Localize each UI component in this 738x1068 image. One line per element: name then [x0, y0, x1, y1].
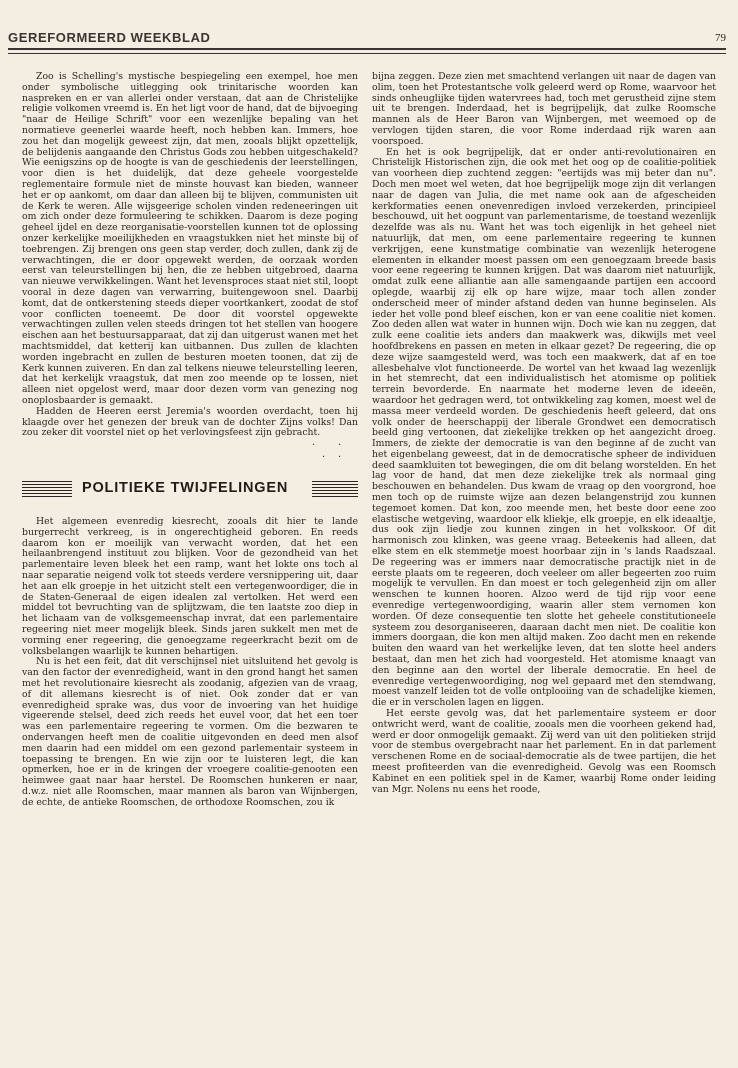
paragraph: En het is ook begrijpelijk, dat er onder anti-revolutionairen en Christelijk Historischen zijn, die ook met het oog op de coalitie-politiek van voorheen diep zuchtend zeggen: "eertijds was mij beter dan nu". Doch men moet wel weten, dat hoe begrijpelijk moge zijn dit verlangen naar de dagen van Julia, die met name ook aan de afgescheiden kerkformaties eenen onevenredigen invloed verzekerden, principieel beschouwd, uit het oogpunt van parlementarisme, de toestand wezenlijk dezelfde was als nu. Want het was toch eigenlijk in het geheel niet natuurlijk, dat men, om eene parlementaire regeering te kunnen verkrijgen, eene kunstmatige combinatie van wezenlijk heterogene elementen in elkander moest passen om een genoegzaam breede basis voor eene regeering te kunnen krijgen. Dat was daarom niet natuurlijk, omdat zulk eene alliantie aan alle samengaande partijen een accoord oplegde, waarbij zij elk op hare wijze, maar toch allen zonder onderscheid meer of minder afstand deden van hunne beginselen. Als ieder het volle pond bleef eischen, kon er van eene coalitie niet komen. Zoo deden allen wat water in hunnen wijn. Doch wie kan nu zeggen, dat zulk eene coalitie iets anders dan maakwerk was, dikwijls met veel hoofdbrekens en passen en meten in elkaar gezet? De regeering, die op deze wijze saamgesteld werd, was toch een maakwerk, dat af en toe allesbehalve vlot functioneerde. De wortel van het kwaad lag wezenlijk in het stemrecht, dat een individualistisch het atomisme op politiek terrein bevorderde. En naarmate het moderne leven de ideeën, waardoor het gedragen werd, tot ontwikkeling zag komen, moest wel de massa meer verdeeld worden. De geschiedenis heeft geleerd, dat ons volk onder de heerschappij der liberale Grondwet een democratisch beeld ging vertoonen, dat ziekelijke trekken op het aangezicht droeg. Immers, de ziekte der democratie is van den beginne af de zucht van het eigenbelang geweest, dat in de democratische spheer de individuen deed saamkluiten tot bewegingen, die om dit belang worstelden. En het lag voor de hand, dat men deze ziekelijke trek als normaal ging beschouwen en behandelen. Dus kwam de vraag op den voorgrond, hoe men toch op de ruimste wijze aan dezen belangenstrijd zou kunnen tegemoet komen. Dat kon, zoo meende men, het beste door eene zoo elastische wetgeving, waardoor elk kliekje, elk groepje, en elk ideaaltje, dus ook zijn liedje zou kunnen zingen in het volkskoor. Of dit harmonisch zou klinken, was geene vraag. Beteekenis had alleen, dat elke stem en elk stemmetje moest hoorbaar zijn in 's lands Raadszaal. De regeering was er immers naar democratische practijk niet in de eerste plaats om te regeeren, doch veeleer om aller begeerten zoo ruim mogelijk te vervullen. En dan moest er toch gelegenheid zijn om aller wenschen te kunnen hooren. Alzoo werd de tijd rijp voor eene evenredige vertegenwoordiging, waarin aller stem vernomen kon worden. Of deze consequentie ten slotte het geheele constitutioneele systeem zou desorganiseeren, daaraan dacht men niet. De coalitie kon immers doorgaan, die kon men altijd maken. Zoo dacht men en rekende buiten den waard van het werkelijke leven, dat ten slotte heel anders bestaat, dan men het zich had voorgesteld. Het atomisme knaagt van den beginne aan den wortel der liberale democratie. En heel de evenredige vertegenwoordiging, nog wel gepaard met den stemdwang, moest vanzelf leiden tot de volle ontplooiing van de schadelijke kiemen, die er in verscholen lagen en liggen. — [372, 146, 716, 709]
paragraph: Zoo is Schelling's mystische bespiegeling een exempel, hoe men onder symbolische uitlegging ook trinitarische woorden kan naspreken en er van allerlei onder verstaan, dat aan de Christelijke religie volkomen vreemd is. En het ligt voor de hand, dat de bijvoeging "naar de Heilige Schrift" voor een wezenlijke bepaling van het normatieve geenerlei waarde heeft, noch hebben kan. Immers, hoe zou het dan mogelijk geweest zijn, dat men, zooals blijkt opzettelijk, de belijdenis aangaande den Christus Gods zou hebben uitgeschakeld? Wie eenigszins op de hoogte is van de geschiedenis der leerstellingen, voor dien is het duidelijk, dat deze geheele voorgestelde reglementaire formule niet de minste houvast kan bieden, wanneer het er op aankomt, om daar dan alleen bij te blijven, communisten uit de Kerk te weren. Alle wijsgeerige scholen vinden redeneeringen uit om zich onder deze formuleering te schikken. Daarom is deze poging geheel ijdel en deze reorganisatie-voorstellen kunnen tot de oplossing onzer kerkelijke moeilijkheden en vraagstukken niet het minste bij of toebrengen. Zij brengen ons geen stap verder, doch zullen, dank zij de verwachtingen, die er door opgewekt werden, de oorzaak worden eerst van teleurstellingen bij hen, die ze hebben uitgebroed, daarna van nieuwe verwikkelingen. Want het levensproces staat niet stil, loopt vooral in deze dagen van verwarring, buitengewoon snel. Daarbij komt, dat de ontkerstening steeds dieper voortkankert, zoodat de stof voor conflicten toeneemt. De door dit voorstel opgewekte verwachtingen zullen velen steeds dringen tot het stellen van hoogere eischen aan het bestuursapparaat, dat zij dan uitgerust wanen met het machtsmiddel, dat ketterij kan uitbannen. Dus zullen de klachten worden ingebracht en zullen de besturen moeten toonen, dat zij de Kerk kunnen zuiveren. En dan zal telkens nieuwe teleurstelling leeren, dat het kerkelijk vraagstuk, dat men zoo meende op te lossen, niet alleen niet opgelost werd, maar door dezen vorm van genezing nog onoplosbaarder is gemaakt. — [22, 71, 359, 406]
section-heading — [22, 475, 358, 507]
heading-rule — [312, 487, 358, 491]
masthead: GEREFORMEERD WEEKBLAD — [8, 30, 211, 45]
header-rule — [8, 48, 726, 54]
heading-rule — [22, 493, 72, 497]
decorative-dots: · · · · — [312, 440, 342, 464]
left-column — [22, 72, 358, 809]
section-title: POLITIEKE TWIJFELINGEN — [82, 480, 289, 497]
page-number: 79 — [715, 32, 726, 44]
paragraph: Het algemeen evenredig kiesrecht, zooals dit hier te lande burgerrecht verkreeg, is in ongerechtigheid geboren. En reeds daarom kon er moeilijk van verwacht worden, dat het een heilaanbrengend instituut zou blijken. Voor de gezondheid van het parlementaire leven bleek het een ramp, want het lokte ons toch al naar separatie neigend volk tot steeds verdere versnippering uit, daar het aan elk groepje in het uitzicht stelt een vertegenwoordiger, die in de Staten-Generaal de eigen idealen zal vertolken. Het werd een middel tot bevruchting van de splijtzwam, die ten laatste zoo diep in het lichaam van de volksgemeenschap invrat, dat een parlementaire regeering niet meer mogelijk bleek. Sinds jaren sukkelt men met de vorming ener regeering, die genoegzame regeerkracht bezit om de volksbelangen waarlijk te kunnen behartigen. — [22, 516, 358, 657]
paragraph: Het eerste gevolg was, dat het parlementaire systeem er door ontwricht werd, want de coalitie, zooals men die voorheen gekend had, werd er door onmogelijk gemaakt. Zij werd van uit den politieken strijd voor de stembus overgebracht naar het parlement. En in dat parlement verschenen Rome en de sociaal-democratie als de twee partijen, die het meest profiteerden van die evenredigheid. Gevolg was een Roomsch Kabinet en een politiek spel in de Kamer, waarbij Rome onder leiding van Mgr. Nolens nu eens het roode, — [372, 708, 716, 795]
paragraph: bijna zeggen. Deze zien met smachtend verlangen uit naar de dagen van olim, toen het Protestantsche volk geleerd werd op Rome, waarvoor het sinds onheuglijke tijden watervrees had, toch met gerustheid zijne stem uit te brengen. Inderdaad, het is begrijpelijk, dat zulke Roomsche mannen als de Heer Baron van Wijnbergen, met weemoed op de vervlogen tijden staren, die voor Rome inderdaad rijk waren aan voorspoed. — [372, 71, 716, 147]
heading-rule — [312, 493, 358, 497]
heading-rule — [22, 487, 72, 491]
heading-rule — [312, 481, 358, 485]
paragraph: Nu is het een feit, dat dit verschijnsel niet uitsluitend het gevolg is van den factor der evenredigheid, want in den grond hangt het samen met het revolutionaire kiesrecht als zoodanig, afgezien van de vraag, of dit allemans kiesrecht is of niet. Ook zonder dat er van evenredigheid sprake was, dus voor de invoering van het huidige vigeerende stelsel, deed zich reeds het euvel voor, dat het een toer was een parlementaire regeering te vormen. Om die bezwaren te ondervangen heeft men de coalitie uitgevonden en deed men alsof men daarin had een middel om een gezond parlementair systeem in toepassing te brengen. En wie zijn oor te luisteren legt, die kan opmerken, hoe er in de kringen der vroegere coalitie-genooten een heimwee gaat naar haar herstel. De Roomschen hunkeren er naar, d.w.z. niet alle Roomschen, maar mannen als baron van Wijnbergen, de echte, de antieke Roomschen, de orthodoxe Roomschen, zou ik — [22, 656, 358, 808]
heading-rule — [22, 481, 72, 485]
paragraph: Hadden de Heeren eerst Jeremia's woorden overdacht, toen hij klaagde over het genezen der breuk van de dochter Zijns volks! Dan zou zeker dit voorstel niet op het verlovingsfeest zijn gebracht. — [22, 405, 358, 439]
right-column — [372, 72, 716, 795]
page-header — [8, 28, 726, 50]
